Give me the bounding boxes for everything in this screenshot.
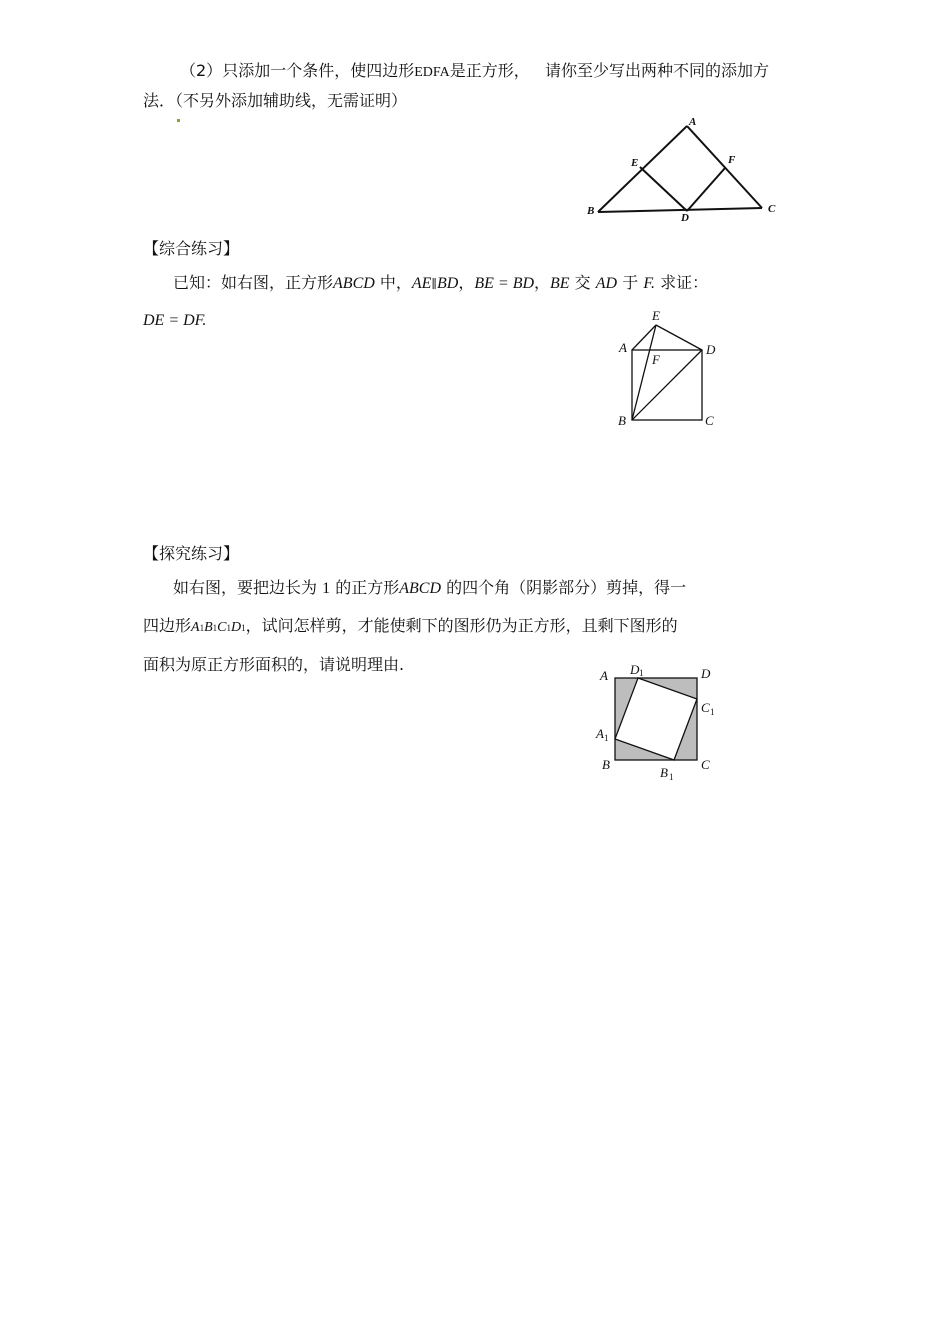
exp-b1: B xyxy=(204,620,213,635)
comp-parallel: ∥ xyxy=(431,277,437,291)
fig3-label-a1-sub: 1 xyxy=(604,733,609,743)
exploration-line-2 xyxy=(143,615,678,639)
fig1-label-b: B xyxy=(587,205,595,217)
exp-abcd: ABCD xyxy=(399,580,441,597)
comp-qz: 求证： xyxy=(660,273,709,292)
fig1-label-c: C xyxy=(768,203,776,215)
exp-text-2b: ，试问怎样剪，才能使剩下的图形仍为正方形，且剩下图形的 xyxy=(245,616,678,635)
fig3-label-d: D xyxy=(701,666,711,681)
fig2-label-b: B xyxy=(618,413,626,428)
exp-c1: C xyxy=(217,620,227,635)
fig2-seg-bd xyxy=(632,350,702,420)
q2-text-c: 请你至少写出两种不同的添加方 xyxy=(545,61,770,80)
fig2-seg-ed xyxy=(656,325,702,350)
fig1-seg-ed xyxy=(640,167,687,211)
exp-a1-sub: 1 xyxy=(199,623,205,633)
exp-text-1c: 的四个角（阴影部分）剪掉，得一 xyxy=(446,578,687,597)
fig1-label-a: A xyxy=(689,116,697,128)
exp-d1-sub: 1 xyxy=(241,623,246,633)
exp-d1: D xyxy=(230,620,242,635)
comprehensive-line-2: DE = DF. xyxy=(143,312,207,329)
exploration-line-3: 面积为原正方形面积的，请说明理由. xyxy=(143,655,405,674)
exp-text-1b: 的正方形 xyxy=(335,578,400,597)
fig1-label-d: D xyxy=(681,212,689,224)
comp-eq1: BE = BD xyxy=(474,275,535,292)
fig3-label-c: C xyxy=(701,757,710,772)
exp-b1-sub: 1 xyxy=(212,623,218,633)
q2-label: （2） xyxy=(180,61,223,80)
fig3-label-a: A xyxy=(600,668,608,683)
fig2-label-c: C xyxy=(705,413,714,428)
exploration-line-1 xyxy=(173,577,686,600)
fig1-label-e: E xyxy=(631,157,639,169)
comp-text-1: 已知：如右图，正方形 xyxy=(173,273,334,292)
comp-mid: 中， xyxy=(379,273,412,292)
fig1-side-ac xyxy=(687,126,762,208)
fig1-label-f: F xyxy=(728,154,736,166)
fig3-label-c1-sub: 1 xyxy=(710,707,715,717)
fig3-label-d1-sub: 1 xyxy=(639,668,644,678)
exp-one: 1 xyxy=(322,580,331,597)
comp-f: F. xyxy=(643,275,656,292)
exp-text-1a: 如右图，要把边长为 xyxy=(173,578,318,597)
fig3-label-d1: D xyxy=(630,662,640,677)
q2-line-1 xyxy=(180,60,769,84)
stray-dot xyxy=(177,119,180,122)
comp-ad: AD xyxy=(595,275,618,292)
fig1-side-bc xyxy=(598,208,762,212)
fig3-label-a1: A xyxy=(596,726,604,741)
fig3-label-b: B xyxy=(602,757,610,772)
q2-quad: EDFA xyxy=(414,65,450,80)
comp-abcd: ABCD xyxy=(333,275,375,292)
fig2-label-a: A xyxy=(619,340,627,355)
fig2-label-e: E xyxy=(652,308,660,323)
comp-comma2: ， xyxy=(534,273,551,292)
comprehensive-heading: 【综合练习】 xyxy=(143,239,240,258)
comp-jiao: 交 xyxy=(574,273,591,292)
q2-line-2 xyxy=(143,90,407,112)
exp-c1-sub: 1 xyxy=(226,623,231,633)
comprehensive-line-1 xyxy=(173,272,708,295)
comp-bd: BD xyxy=(437,275,459,292)
figure-triangle xyxy=(580,110,800,230)
fig1-seg-df xyxy=(687,168,725,211)
comp-ae: AE xyxy=(411,275,432,292)
fig3-label-c1: C xyxy=(701,700,710,715)
figure-square-e xyxy=(612,305,732,435)
fig3-label-b1: B xyxy=(660,765,668,780)
q2-text-a: 只添加一个条件，使四边形 xyxy=(222,61,415,80)
comp-yu: 于 xyxy=(622,273,639,292)
fig3-label-b1-sub: 1 xyxy=(669,772,674,782)
comp-be: BE xyxy=(550,275,570,292)
fig2-label-d: D xyxy=(706,342,716,357)
fig2-label-f: F xyxy=(652,352,660,367)
comp-comma: ， xyxy=(458,273,475,292)
exp-text-2a: 四边形 xyxy=(143,616,192,635)
figure-cut-square xyxy=(590,660,730,785)
exp-a1: A xyxy=(191,620,200,635)
fig2-seg-be xyxy=(632,325,656,420)
q2-text-b: 是正方形， xyxy=(449,61,530,80)
q2-line-2-text: 法．（不另外添加辅助线，无需证明） xyxy=(143,91,408,110)
exploration-heading: 【探究练习】 xyxy=(143,544,240,563)
